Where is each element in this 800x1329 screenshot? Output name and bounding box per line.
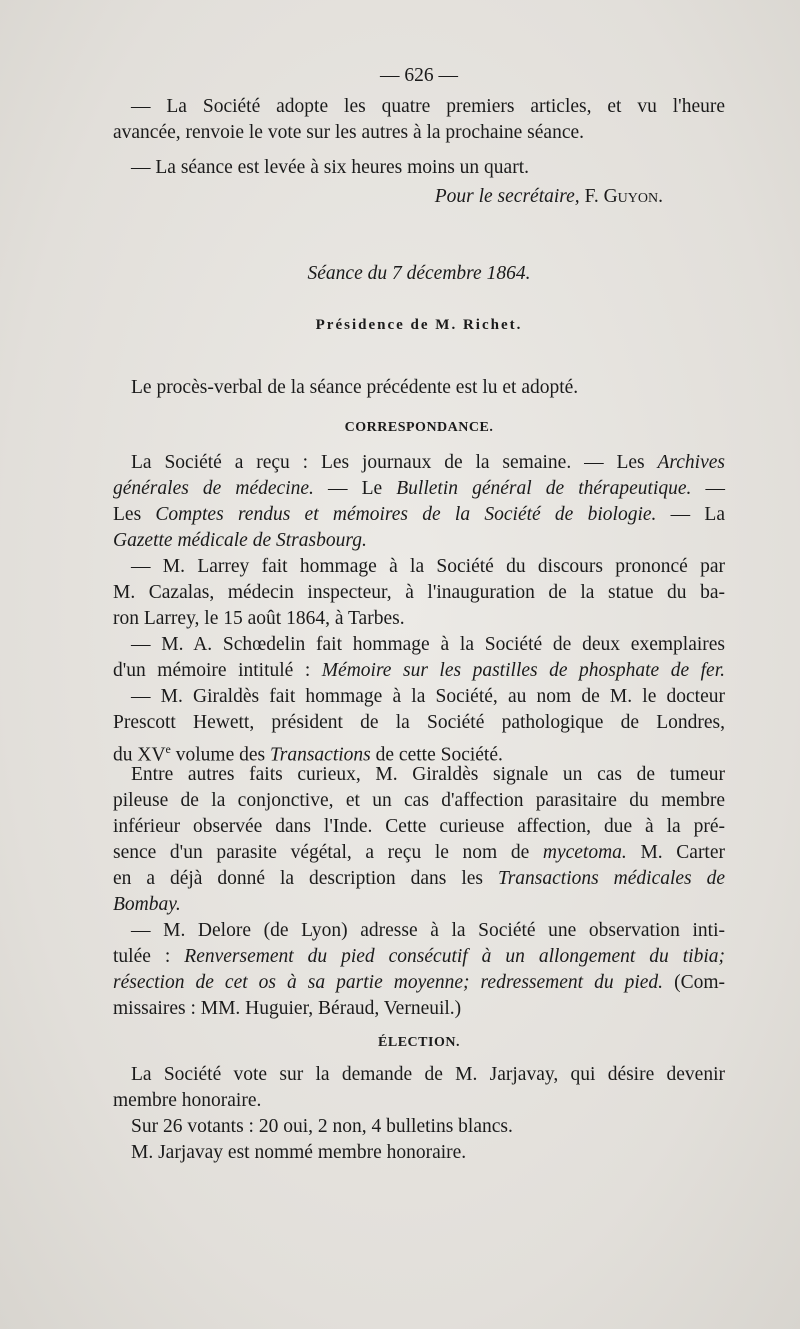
section-heading-correspondance: CORRESPONDANCE. (344, 420, 494, 435)
paragraph-line: tulée : Renversement du pied consécutif à un allongement du tibia; (113, 946, 725, 967)
paragraph-line: Sur 26 votants : 20 oui, 2 non, 4 bulletins blancs. (131, 1116, 513, 1137)
paragraph-line: inférieur observée dans l'Inde. Cette curieuse affection, due à la pré- (113, 816, 725, 837)
presidence-line: Présidence de M. Richet. (315, 317, 523, 333)
paragraph-line: en a déjà donné la description dans les Transactions médicales de (113, 868, 725, 889)
signature-name: F. Guyon. (584, 186, 663, 207)
paragraph-line: — M. Delore (de Lyon) adresse à la Société une observation inti- (131, 920, 725, 941)
paragraph-line: membre honoraire. (113, 1090, 262, 1111)
paragraph-line: M. Cazalas, médecin inspecteur, à l'inauguration de la statue du ba- (113, 582, 725, 603)
paragraph-line: M. Jarjavay est nommé membre honoraire. (131, 1142, 467, 1163)
paragraph-line: sence d'un parasite végétal, a reçu le nom de mycetoma. M. Carter (113, 842, 726, 863)
paragraph-line: La Société vote sur la demande de M. Jarjavay, qui désire devenir (131, 1064, 725, 1085)
paragraph-line: Bombay. (113, 894, 181, 915)
paragraph-line: — La séance est levée à six heures moins un quart. (131, 157, 529, 178)
paragraph-line: missaires : MM. Huguier, Béraud, Verneuil.) (113, 998, 462, 1019)
paragraph-line: — M. A. Schœdelin fait hommage à la Société de deux exemplaires (131, 634, 725, 655)
paragraph-line: Gazette médicale de Strasbourg. (113, 530, 367, 551)
page-number: — 626 — (380, 65, 458, 86)
paragraph-line: résection de cet os à sa partie moyenne; redressement du pied. (Com- (113, 972, 725, 993)
section-heading-election: ÉLECTION. (378, 1035, 460, 1050)
paragraph-line: ron Larrey, le 15 août 1864, à Tarbes. (113, 608, 405, 629)
paragraph-line: — La Société adopte les quatre premiers articles, et vu l'heure (131, 96, 725, 117)
signature-prefix: Pour le secrétaire, (434, 186, 580, 207)
signature (113, 184, 663, 210)
paragraph-line: — M. Larrey fait hommage à la Société du discours prononcé par (131, 556, 725, 577)
paragraph-line: Entre autres faits curieux, M. Giraldès signale un cas de tumeur (131, 764, 725, 785)
paragraph-line: Prescott Hewett, président de la Société pathologique de Londres, (113, 712, 725, 733)
paragraph-line: Les Comptes rendus et mémoires de la Société de biologie. — La (113, 504, 725, 525)
paragraph-line: pileuse de la conjonctive, et un cas d'affection parasitaire du membre (113, 790, 725, 811)
paragraph-line: La Société a reçu : Les journaux de la semaine. — Les Archives (131, 452, 725, 473)
paragraph-line: du XVe volume des Transactions de cette Société. (113, 742, 503, 766)
paragraph-line: d'un mémoire intitulé : Mémoire sur les pastilles de phosphate de fer. (113, 660, 726, 681)
paragraph-line: — M. Giraldès fait hommage à la Société, au nom de M. le docteur (131, 686, 725, 707)
seance-title: Séance du 7 décembre 1864. (307, 263, 531, 284)
proces-verbal-line: Le procès-verbal de la séance précédente est lu et adopté. (131, 377, 579, 398)
paragraph-line: générales de médecine. — Le Bulletin général de thérapeutique. — (113, 478, 726, 499)
paragraph-line: avancée, renvoie le vote sur les autres à la prochaine séance. (113, 122, 585, 143)
